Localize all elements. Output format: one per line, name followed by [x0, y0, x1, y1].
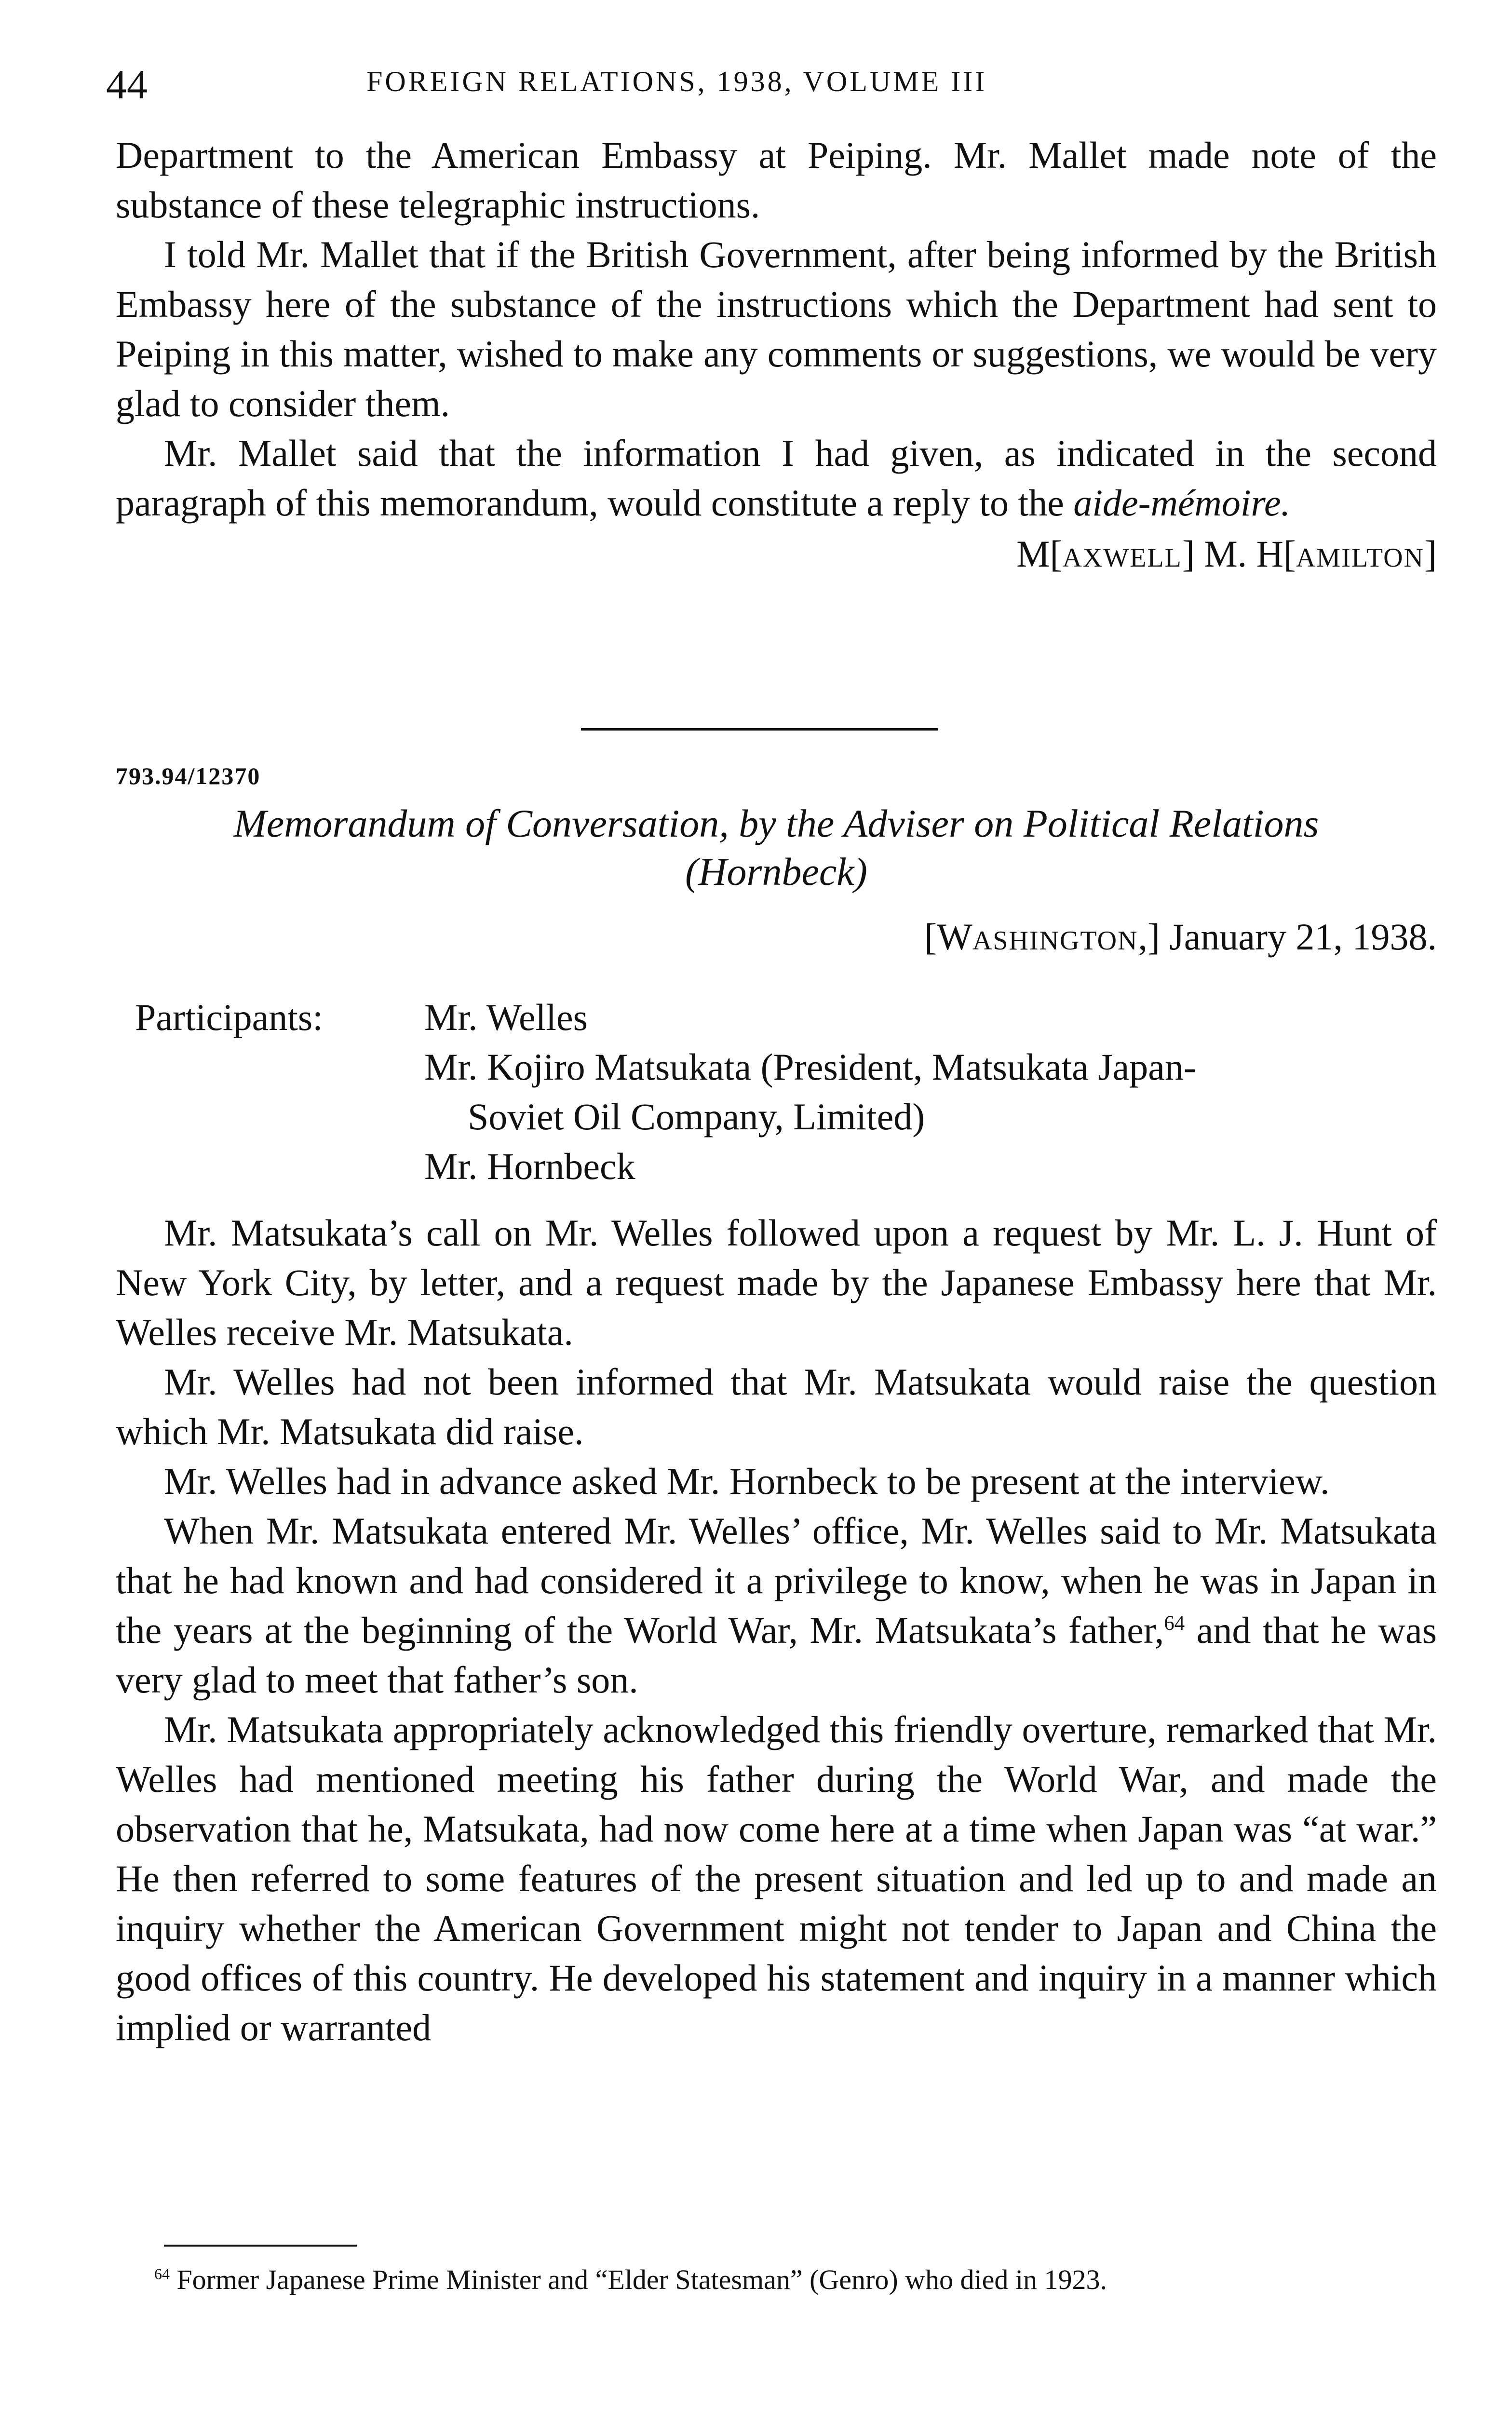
- file-number: 793.94/12370: [116, 762, 261, 789]
- sig-part: ]: [1424, 533, 1437, 575]
- sig-part: ] M. H[: [1182, 533, 1296, 575]
- dateline-part: ,] January 21, 1938.: [1138, 916, 1437, 958]
- title-line: Memorandum of Conversation, by the Adviser on Political Relations: [233, 801, 1319, 845]
- running-head: FOREIGN RELATIONS, 1938, VOLUME III: [366, 66, 987, 97]
- continued-text: [116, 130, 1437, 576]
- footnote-reference: 64: [1164, 1612, 1185, 1635]
- footnote: [116, 2262, 1437, 2298]
- paragraph: I told Mr. Mallet that if the British Government, after being informed by the British Embassy here of the substance of the instructions which the Department had sent to Peiping in this matter, wished to make any comments or suggestions, we would be very glad to consider them.: [116, 233, 1437, 424]
- paragraph: Mr. Welles had not been informed that Mr. Matsukata would raise the question which Mr. Matsukata did raise.: [116, 1361, 1437, 1452]
- paragraph: [116, 1506, 1437, 1705]
- document-title: [116, 799, 1437, 896]
- participants-label: Participants:: [135, 996, 323, 1038]
- title-line: (Hornbeck): [685, 850, 867, 894]
- paragraph: [116, 428, 1437, 528]
- paragraph-text: Mr. Mallet said that the information I had given, as indicated in the second paragraph of this memorandum, would constitute a reply to the: [116, 432, 1437, 524]
- paragraph-text: When Mr. Matsukata entered Mr. Welles’ office, Mr. Welles said to Mr. Matsukata that he had known and had considered it a privilege to know, when he was in Japan in the years at the beginning of the World War, Mr. Matsukata’s father,: [116, 1510, 1437, 1651]
- section-divider: [581, 728, 938, 731]
- participant: Mr. Kojiro Matsukata (President, Matsukata Japan-: [424, 1046, 1196, 1088]
- participant: Mr. Welles: [424, 996, 588, 1038]
- memorandum-body: [116, 1208, 1437, 2052]
- participants: [116, 992, 1437, 1191]
- memorandum: [116, 762, 1437, 2052]
- footnote-marker: 64: [154, 2265, 170, 2283]
- signature: [116, 532, 1437, 576]
- footnote-divider: [164, 2245, 357, 2247]
- sig-smallcaps: AXWELL: [1062, 543, 1182, 573]
- sig-part: M[: [1016, 533, 1063, 575]
- paragraph: Mr. Matsukata appropriately acknowledged this friendly overture, remarked that Mr. Welles had mentioned meeting his father during the World War, and made the observation that he, Matsukata, had now come here at a time when Japan was “at war.” He then referred to some features of the present situation and led up to and made an inquiry whether the American Government might not tender to Japan and China the good offices of this country. He developed his statement and inquiry in a manner which implied or warranted: [116, 1708, 1437, 2048]
- page-header: [106, 60, 1437, 118]
- paragraph-continued: Department to the American Embassy at Peiping. Mr. Mallet made note of the substance of these telegraphic instructions.: [116, 134, 1437, 226]
- paragraph-text: and that he was very glad to meet that father’s son.: [116, 1609, 1437, 1701]
- paragraph: Mr. Welles had in advance asked Mr. Hornbeck to be present at the interview.: [164, 1460, 1330, 1502]
- footnote-text: Former Japanese Prime Minister and “Elder Statesman” (Genro) who died in 1923.: [169, 2264, 1107, 2295]
- participant: Mr. Hornbeck: [424, 1145, 635, 1187]
- paragraph: Mr. Matsukata’s call on Mr. Welles followed upon a request by Mr. L. J. Hunt of New York City, by letter, and a request made by the Japanese Embassy here that Mr. Welles receive Mr. Matsukata.: [116, 1212, 1437, 1353]
- dateline-part: [W: [924, 916, 972, 958]
- dateline: [116, 915, 1437, 959]
- italic-term: aide-mémoire.: [1073, 482, 1291, 524]
- dateline-smallcaps: ASHINGTON: [972, 926, 1138, 956]
- page-number: 44: [106, 61, 148, 108]
- sig-smallcaps: AMILTON: [1296, 543, 1425, 573]
- participant-continued: Soviet Oil Company, Limited): [468, 1096, 925, 1138]
- participants-list: [424, 992, 1437, 1191]
- footnotes: [116, 2262, 1437, 2298]
